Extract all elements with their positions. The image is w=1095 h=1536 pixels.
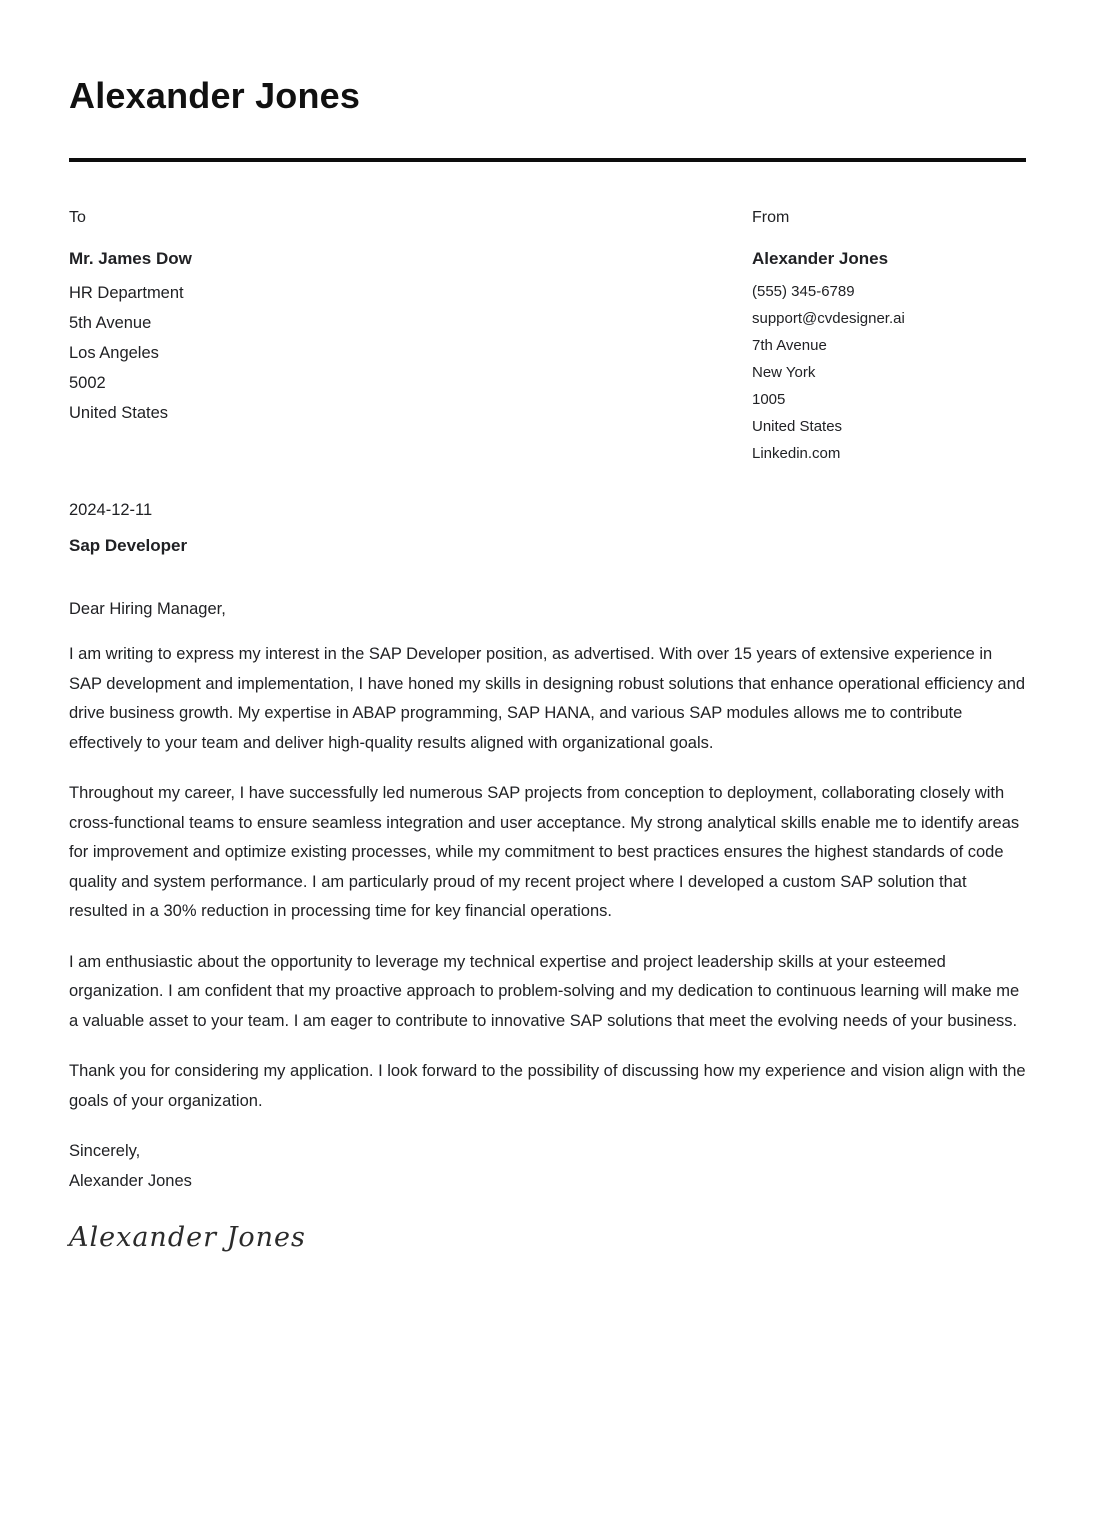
- sender-block: [752, 209, 1026, 468]
- sender-line-linkedin: Linkedin.com: [752, 445, 841, 463]
- closing-salutation: Sincerely,: [69, 1142, 141, 1161]
- sender-name: Alexander Jones: [752, 248, 889, 268]
- recipient-line-city: Los Angeles: [69, 344, 159, 363]
- letter-date: 2024-12-11: [69, 501, 153, 520]
- body-paragraph-2: Throughout my career, I have successfully led numerous SAP projects from conception to deployment, collaborating closely with cross-functional teams to ensure seamless integration and user acceptance. My strong analytical skills enable me to identify areas for improvement and optimize existing processes, while my commitment to best practices ensures the highest standards of code quality and system performance. I am particularly proud of my recent project where I developed a custom SAP solution that resulted in a 30% reduction in processing time for key financial operations.: [69, 784, 1020, 921]
- body-paragraph-4: Thank you for considering my application. I look forward to the possibility of discussing how my experience and vision align with the goals of your organization.: [69, 1062, 1026, 1110]
- body-paragraph-1: I am writing to express my interest in the SAP Developer position, as advertised. With over 15 years of extensive experience in SAP development and implementation, I have honed my skills in designing robust solutions that enhance operational efficiency and drive business growth. My expertise in ABAP programming, SAP HANA, and various SAP modules allows me to contribute effectively to your team and deliver high-quality results aligned with organizational goals.: [69, 645, 1026, 752]
- header-divider: [69, 158, 1026, 162]
- sender-line-zip: 1005: [752, 391, 786, 409]
- sender-line-city: New York: [752, 364, 816, 382]
- closing-block: [69, 1137, 1026, 1196]
- body-paragraph-3: I am enthusiastic about the opportunity to leverage my technical expertise and project leadership skills at your esteemed organization. I am confident that my proactive approach to problem-solving and my dedication to continuous learning will make me a valuable asset to your team. I am eager to contribute to innovative SAP solutions that meet the evolving needs of your business.: [69, 952, 1020, 1030]
- recipient-line-country: United States: [69, 404, 169, 423]
- recipient-label: To: [69, 208, 86, 226]
- handwritten-signature: Alexander Jones: [69, 1222, 306, 1254]
- recipient-block: [69, 209, 489, 468]
- recipient-line-street: 5th Avenue: [69, 314, 152, 333]
- sender-label: From: [752, 208, 790, 226]
- closing-name: Alexander Jones: [69, 1171, 192, 1190]
- sender-line-email: support@cvdesigner.ai: [752, 310, 905, 328]
- sender-line-street: 7th Avenue: [752, 337, 827, 355]
- recipient-line-department: HR Department: [69, 284, 184, 303]
- recipient-name: Mr. James Dow: [69, 248, 192, 268]
- address-section: [69, 209, 1026, 468]
- sender-line-phone: (555) 345-6789: [752, 283, 855, 301]
- recipient-line-zip: 5002: [69, 374, 106, 393]
- letter-subject: Sap Developer: [69, 536, 188, 556]
- greeting: Dear Hiring Manager,: [69, 600, 226, 619]
- page-title: Alexander Jones: [69, 75, 361, 116]
- sender-line-country: United States: [752, 418, 843, 436]
